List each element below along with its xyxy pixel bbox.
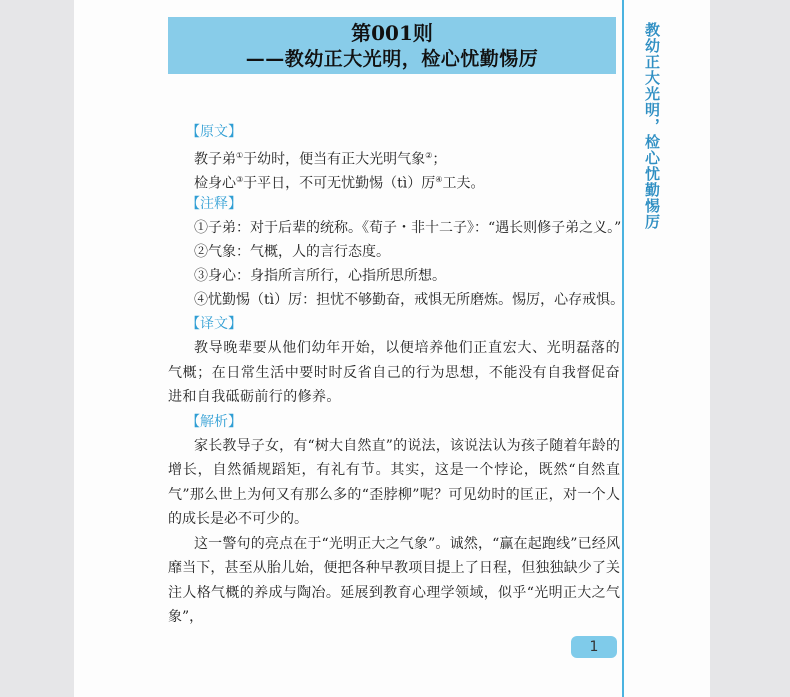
jiexi-paragraph-2: 这一警句的亮点在于“光明正大之气象”。诚然，“赢在起跑线”已经风靡当下，甚至从胎儿始，便把各种早教项目提上了日程，但独独缺少了关注人格气概的养成与陶冶。延展到教育心理学领域，似乎“光明正大之气象”， bbox=[168, 535, 620, 625]
chapter-number: 第001则 bbox=[351, 21, 433, 45]
zhushi-item: ②气象：气概，人的言行态度。 bbox=[194, 244, 390, 260]
footnote-marker: ④ bbox=[435, 175, 443, 184]
zhushi-item: ③身心：身指所言所行，心指所思所想。 bbox=[194, 268, 446, 284]
jiexi-paragraph-1: 家长教导子女，有“树大自然直”的说法，该说法认为孩子随着年龄的增长，自然循规蹈矩，有礼有节。其实，这是一个悖论，既然“自然直气”那么世上为何又有那么多的“歪脖柳”呢？可见幼时的匡正，对一个人的成长是必不可少的。 bbox=[168, 437, 620, 527]
section-heading-jiexi: 【解析】 bbox=[186, 413, 242, 430]
chapter-title-box bbox=[168, 17, 616, 74]
chapter-subtitle: ——教幼正大光明，检心忧勤惕厉 bbox=[245, 48, 539, 70]
page-number-badge: 1 bbox=[571, 636, 617, 658]
zhushi-item: ④忧勤惕（tì）厉：担忧不够勤奋，戒惧无所磨炼。惕厉，心存戒惧。 bbox=[194, 292, 625, 308]
yuanwen-line-2 bbox=[168, 168, 620, 192]
yuanwen-text: 于平日，不可无忧勤惕（tì）厉 bbox=[243, 175, 436, 192]
yuanwen-line-1 bbox=[168, 144, 620, 168]
footnote-marker: ① bbox=[236, 151, 244, 160]
page-content bbox=[168, 120, 625, 630]
yuanwen-text: ； bbox=[432, 151, 447, 168]
yuanwen-text: 于幼时，便当有正大光明气象 bbox=[243, 151, 426, 168]
yuanwen-text: 教子弟 bbox=[194, 151, 236, 168]
yiwen-paragraph: 教导晚辈要从他们幼年开始，以便培养他们正直宏大、光明磊落的气概；在日常生活中要时时反省自己的行为思想，不能没有自我督促奋进和自我砥砺前行的修养。 bbox=[168, 340, 620, 405]
footnote-marker: ③ bbox=[236, 175, 244, 184]
section-heading-zhushi: 【注释】 bbox=[186, 196, 242, 212]
side-divider-line bbox=[622, 0, 624, 697]
section-heading-yuanwen: 【原文】 bbox=[186, 124, 242, 140]
footnote-marker: ② bbox=[425, 151, 433, 160]
yuanwen-text: 工夫。 bbox=[442, 175, 485, 192]
yuanwen-text: 检身心 bbox=[194, 175, 236, 192]
section-heading-yiwen: 【译文】 bbox=[186, 316, 242, 332]
side-running-title: 教幼正大光明，检心忧勤惕厉 bbox=[643, 22, 661, 230]
zhushi-item: ①子弟：对于后辈的统称。《荀子・非十二子》：“遇长则修子弟之义。” bbox=[194, 220, 622, 236]
